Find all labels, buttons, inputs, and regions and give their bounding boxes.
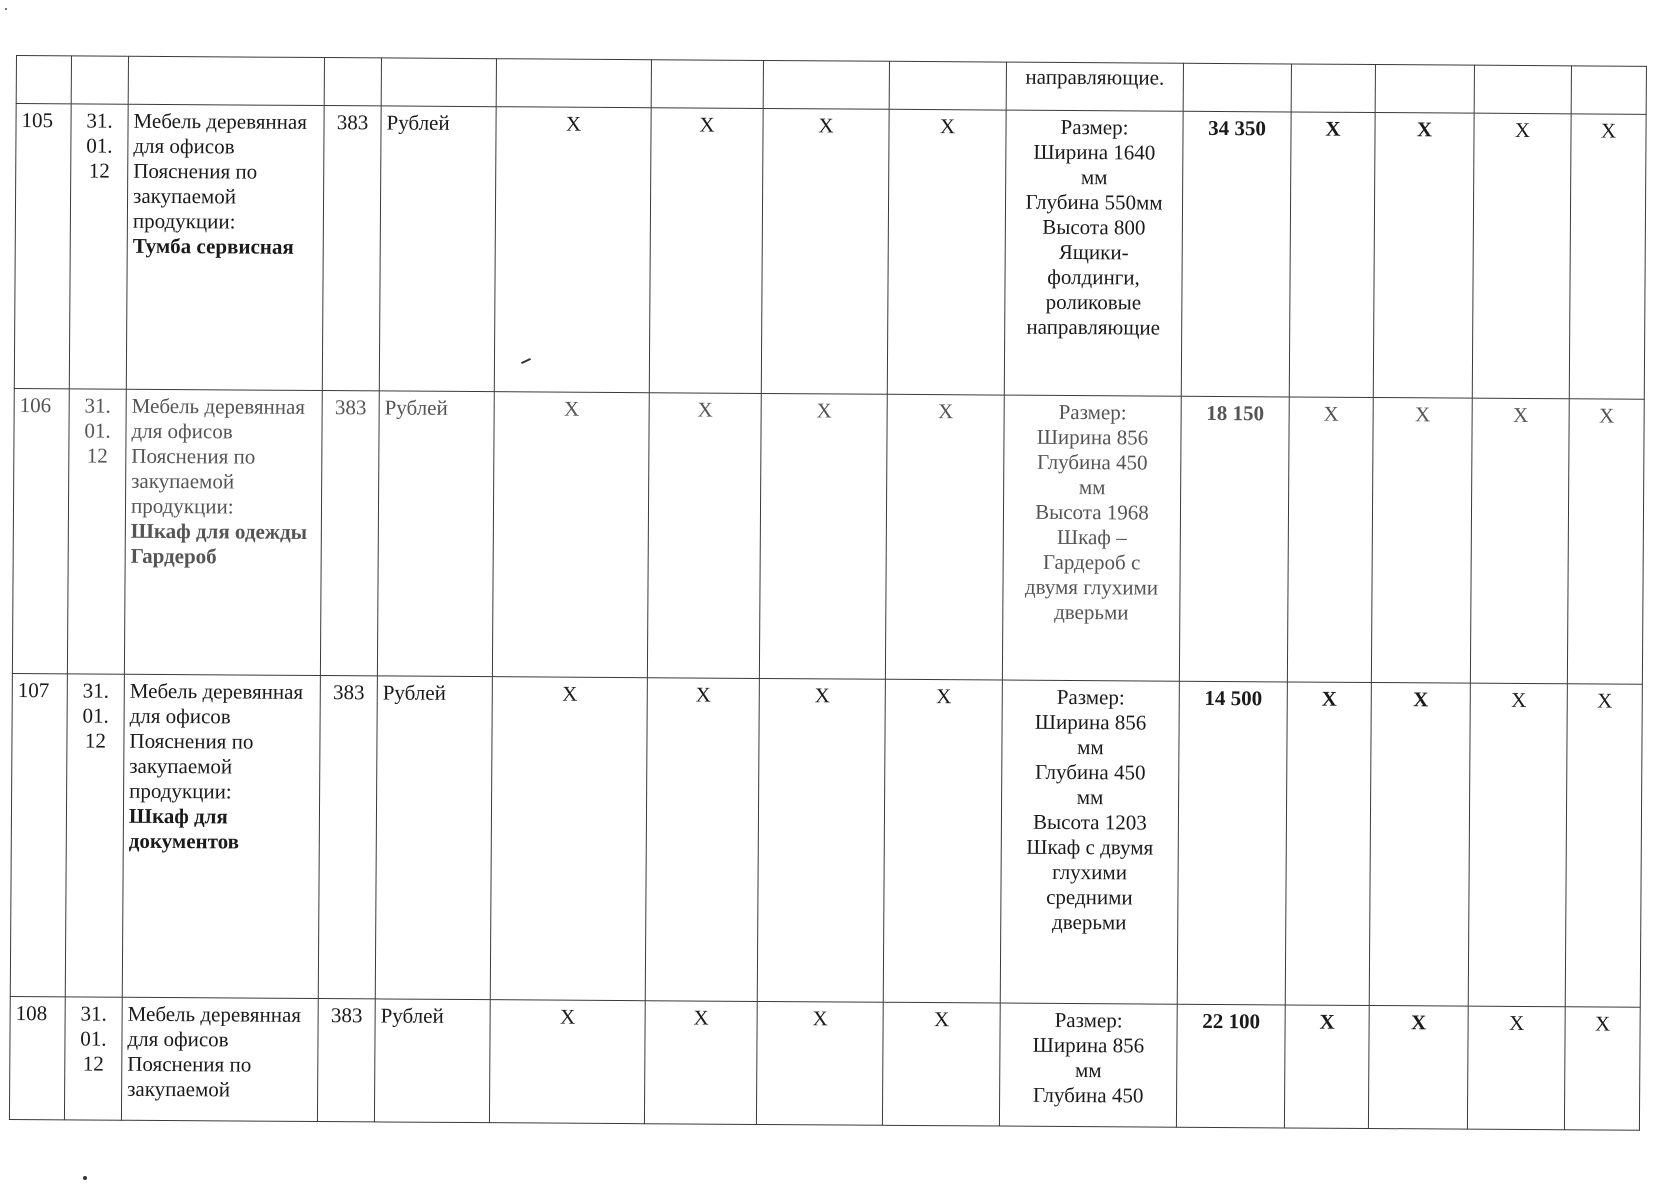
x-cell: X <box>759 393 887 679</box>
unit-label: Рублей <box>377 391 494 677</box>
okei-code: 383 <box>320 391 379 676</box>
table-row <box>12 388 1644 684</box>
desc-cell: Размер: Ширина 856 мм Глубина 450 мм Высота 1203 Шкаф с двумя глухими средними дверьми <box>1000 680 1179 1004</box>
x-cell: X <box>489 1000 645 1124</box>
table-row <box>9 996 1640 1130</box>
x-cell: X <box>1371 398 1472 684</box>
okpd-code: 31. 01. 12 <box>69 104 128 389</box>
row-number: 108 <box>9 996 65 1119</box>
product-name: Мебель деревянная для офисов Пояснения по закупаемой продукции: Тумба сервисная <box>126 104 324 390</box>
x-cell: X <box>1472 113 1571 399</box>
x-cell: X <box>882 1002 1000 1126</box>
x-cell: X <box>494 107 651 393</box>
product-name-bold: Тумба сервисная <box>132 233 294 259</box>
x-cell: X <box>1285 682 1371 1006</box>
table-row <box>10 673 1642 1007</box>
unit-label: Рублей <box>379 106 496 392</box>
x-cell: X <box>1567 399 1644 684</box>
product-name-bold: Шкаф для документов <box>128 803 240 854</box>
x-cell: X <box>1470 398 1569 684</box>
x-cell: X <box>492 392 649 678</box>
product-name: Мебель деревянная для офисов Пояснения по закупаемой продукции: Шкаф для одежды Гардероб <box>124 389 322 675</box>
x-cell: X <box>644 1001 757 1125</box>
okei-code: 383 <box>322 106 381 391</box>
scan-speck <box>83 1176 87 1180</box>
x-cell: X <box>761 108 889 394</box>
product-name-bold: Шкаф для одежды Гардероб <box>130 518 308 569</box>
product-name: Мебель деревянная для офисов Пояснения по закупаемой <box>121 997 318 1121</box>
x-cell: X <box>1467 1006 1565 1130</box>
x-cell: X <box>1468 683 1567 1007</box>
procurement-table <box>9 55 1647 1131</box>
x-cell: X <box>1565 684 1642 1007</box>
x-cell: X <box>885 394 1004 680</box>
x-cell: X <box>1564 1007 1640 1130</box>
price-cell: 14 500 <box>1177 681 1287 1005</box>
x-cell: X <box>1287 397 1373 683</box>
row-number: 106 <box>12 388 69 673</box>
x-cell: X <box>756 1001 883 1125</box>
scan-speck <box>5 8 7 10</box>
okpd-code: 31. 01. 12 <box>64 997 122 1120</box>
unit-label: Рублей <box>374 999 490 1123</box>
x-cell: X <box>757 678 885 1002</box>
x-cell: X <box>1368 1005 1468 1129</box>
table-row <box>14 104 1646 400</box>
x-cell: X <box>645 678 759 1002</box>
desc-cell: Размер: Ширина 1640 мм Глубина 550мм Высота 800 Ящики- фолдинги, роликовые направляющие <box>1004 110 1183 396</box>
desc-cell: Размер: Ширина 856 Глубина 450 мм Высота 1968 Шкаф – Гардероб с двумя глухими дверьми <box>1002 395 1181 681</box>
x-cell: X <box>1289 112 1375 398</box>
x-cell: X <box>649 108 763 394</box>
price-cell: 18 150 <box>1179 396 1289 682</box>
desc-cell: направляющие. <box>1006 62 1183 111</box>
okpd-code: 31. 01. 12 <box>65 674 124 997</box>
x-cell: X <box>1284 1005 1369 1129</box>
x-cell: X <box>647 393 761 679</box>
price-cell: 34 350 <box>1181 111 1291 397</box>
x-cell: X <box>1373 113 1474 399</box>
desc-cell: Размер: Ширина 856 мм Глубина 450 <box>999 1003 1177 1127</box>
x-cell: X <box>1569 114 1646 399</box>
okei-code: 383 <box>318 676 377 999</box>
price-cell: 22 100 <box>1176 1004 1285 1128</box>
row-number: 105 <box>14 104 71 389</box>
x-cell: X <box>883 679 1002 1003</box>
okei-code: 383 <box>317 999 375 1122</box>
x-cell: X <box>1369 683 1470 1007</box>
x-cell: X <box>887 109 1006 395</box>
okpd-code: 31. 01. 12 <box>67 389 126 674</box>
x-cell: X <box>490 677 647 1001</box>
row-number: 107 <box>10 673 67 996</box>
unit-label: Рублей <box>375 676 492 1000</box>
product-name: Мебель деревянная для офисов Пояснения по закупаемой продукции: Шкаф для документов <box>122 674 320 998</box>
